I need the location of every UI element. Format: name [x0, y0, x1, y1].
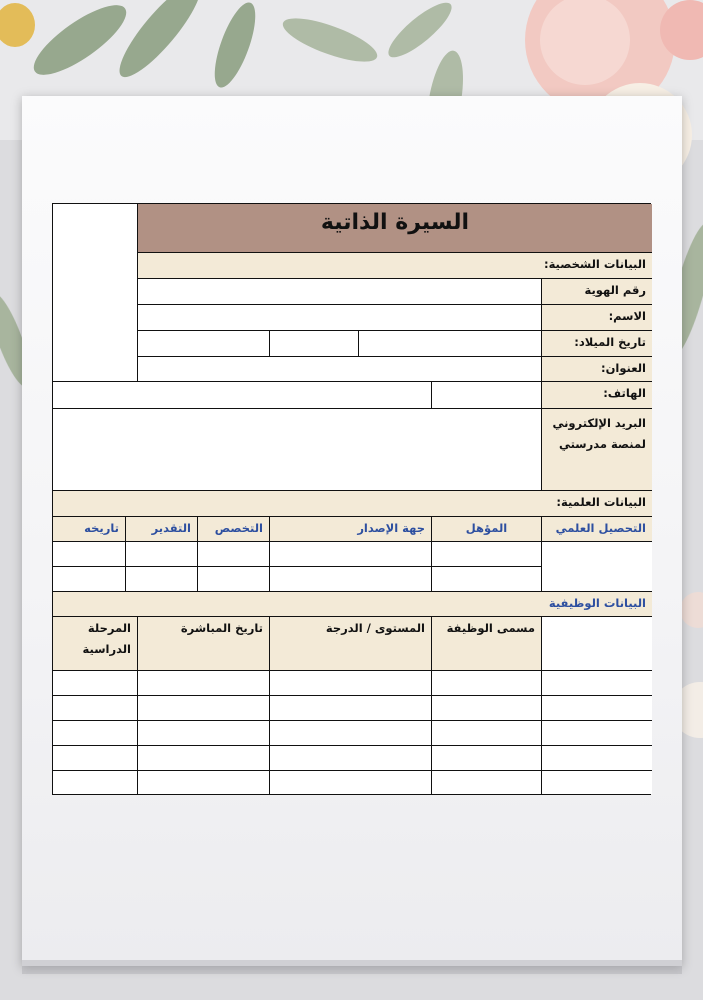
table-cell[interactable] — [541, 770, 652, 794]
table-cell[interactable] — [53, 695, 137, 720]
table-cell[interactable] — [541, 720, 652, 745]
table-cell[interactable] — [137, 695, 269, 720]
table-cell[interactable] — [431, 695, 541, 720]
table-cell[interactable] — [53, 745, 137, 770]
table-cell[interactable] — [125, 541, 197, 566]
cv-form — [52, 203, 651, 795]
table-cell[interactable] — [269, 720, 431, 745]
table-cell[interactable] — [137, 745, 269, 770]
table-cell[interactable] — [269, 770, 431, 794]
academic-header-date: تاريخه — [53, 516, 125, 541]
address-label: العنوان: — [541, 356, 652, 382]
table-cell[interactable] — [137, 670, 269, 695]
table-cell[interactable] — [53, 670, 137, 695]
academic-header-issuer: جهة الإصدار — [269, 516, 431, 541]
table-cell[interactable] — [431, 566, 541, 591]
name-field[interactable] — [137, 304, 541, 330]
table-cell[interactable] — [431, 770, 541, 794]
table-cell[interactable] — [197, 566, 269, 591]
dob-field-year[interactable] — [137, 330, 269, 356]
academic-header-grade: التقدير — [125, 516, 197, 541]
employment-header-title: مسمى الوظيفة — [431, 616, 541, 670]
employment-header-start-date: تاريخ المباشرة — [137, 616, 269, 670]
table-cell[interactable] — [541, 745, 652, 770]
table-cell[interactable] — [137, 770, 269, 794]
dob-field-day[interactable] — [358, 330, 541, 356]
employment-section-label: البيانات الوظيفية — [53, 591, 652, 616]
employment-header-stage: المرحلة الدراسية — [53, 616, 137, 670]
academic-header-major: التخصص — [197, 516, 269, 541]
phone-field[interactable] — [53, 381, 431, 408]
table-cell[interactable] — [53, 720, 137, 745]
employment-blank-cell[interactable] — [541, 616, 652, 670]
table-cell[interactable] — [431, 720, 541, 745]
phone-label: الهاتف: — [541, 381, 652, 408]
personal-section-label: البيانات الشخصية: — [137, 252, 652, 278]
table-cell[interactable] — [269, 745, 431, 770]
email-label: البريد الإلكتروني لمنصة مدرستي — [541, 408, 652, 490]
paper-shadow — [22, 960, 682, 974]
table-cell[interactable] — [269, 541, 431, 566]
email-field[interactable] — [53, 408, 541, 490]
academic-section-label: البيانات العلمية: — [53, 490, 652, 516]
table-cell[interactable] — [431, 670, 541, 695]
table-cell[interactable] — [431, 541, 541, 566]
table-cell[interactable] — [269, 566, 431, 591]
table-cell[interactable] — [431, 745, 541, 770]
photo-box[interactable] — [53, 204, 138, 381]
table-cell[interactable] — [541, 670, 652, 695]
academic-header-attainment: التحصيل العلمي — [541, 516, 652, 541]
employment-header-level: المستوى / الدرجة — [269, 616, 431, 670]
dob-field-month[interactable] — [269, 330, 358, 356]
table-cell[interactable] — [269, 695, 431, 720]
phone-field-secondary[interactable] — [431, 381, 541, 408]
page-title: السيرة الذاتية — [137, 204, 652, 253]
id-field[interactable] — [137, 278, 541, 304]
academic-attainment-cell[interactable] — [541, 541, 652, 591]
id-label: رقم الهوية — [541, 278, 652, 304]
table-cell[interactable] — [197, 541, 269, 566]
table-cell[interactable] — [269, 670, 431, 695]
table-cell[interactable] — [53, 566, 125, 591]
table-cell[interactable] — [137, 720, 269, 745]
table-cell[interactable] — [53, 541, 125, 566]
table-cell[interactable] — [53, 770, 137, 794]
academic-header-qualification: المؤهل — [431, 516, 541, 541]
address-field[interactable] — [137, 356, 541, 382]
dob-label: تاريخ الميلاد: — [541, 330, 652, 356]
table-cell[interactable] — [541, 695, 652, 720]
name-label: الاسم: — [541, 304, 652, 330]
table-cell[interactable] — [125, 566, 197, 591]
